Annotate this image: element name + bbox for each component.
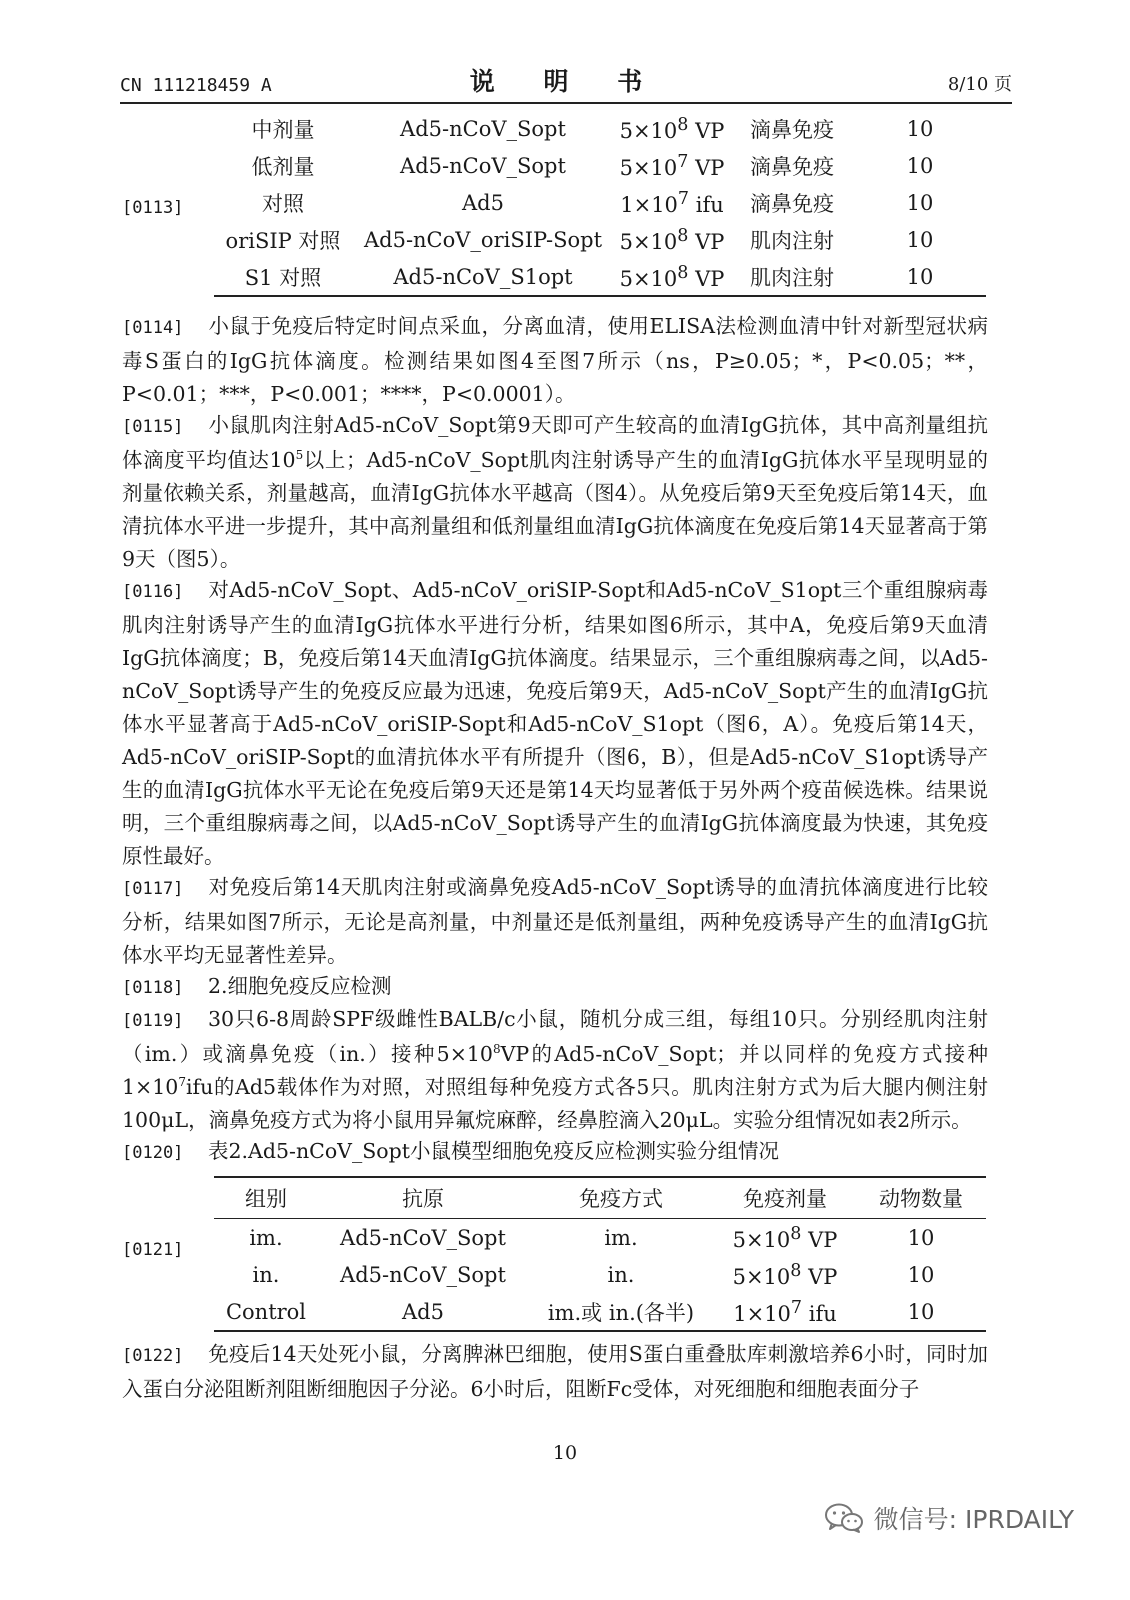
table-cell: 滴鼻免疫 [750,154,834,179]
doc-number: CN 111218459 A [120,75,272,96]
paragraph-text: 2.细胞免疫反应检测 [208,974,392,998]
table-cell: S1 对照 [244,265,322,290]
paragraph-tag: [0119] [122,1011,184,1031]
table-cell [614,221,730,258]
page-header [120,62,1012,104]
dose-unit: ifu [689,192,724,217]
table-cell [614,258,730,296]
table-cell [714,1293,856,1331]
page-number: 10 [552,1442,578,1464]
paragraph-0116 [122,574,988,873]
table-cell: Ad5 [462,190,504,215]
dose-exponent: 8 [790,1260,802,1281]
paragraph-text: VP的Ad5-nCoV_Sopt；并以同样的免疫方式接种1×10 [122,1042,989,1099]
dose-base: 5×10 [619,229,678,254]
table-cell [614,110,730,147]
table-header-row [214,1177,986,1219]
paragraph-0115 [122,409,988,576]
table-cell: 10 [906,153,934,178]
paragraph-0118 [122,970,988,1005]
column-header: 动物数量 [856,1177,986,1219]
table-cell: 10 [907,1262,935,1287]
dose-unit: ifu [802,1301,837,1326]
table-cell [614,147,730,184]
dose-exponent: 8 [790,1223,802,1244]
paragraph-tag: [0115] [122,417,184,437]
dose-exponent: 7 [677,151,689,172]
paragraph-text: 免疫后14天处死小鼠，分离脾淋巴细胞，使用S蛋白重叠肽库刺激培养6小时，同时加入蛋白分泌阻断剂阻断细胞因子分泌。6小时后，阻断Fc受体，对死细胞和细胞表面分子 [122,1342,988,1401]
table1-tag: [0113] [122,198,184,218]
paragraph-text: 30只6-8周龄SPF级雌性BALB/c小鼠，随机分成三组，每组10只。分别经肌肉注射（im.）或滴鼻免疫（in.）接种5×10 [122,1007,988,1066]
dose-unit: VP [688,229,725,254]
table-row [214,110,986,147]
table-cell: 10 [907,1225,935,1250]
dose-exponent: 8 [677,225,689,246]
table-cell: in. [607,1262,635,1287]
table-cell: 滴鼻免疫 [750,117,834,142]
watermark [824,1500,1074,1536]
dose-exponent: 8 [677,114,689,135]
watermark-text: 微信号: IPRDAILY [873,1505,1074,1534]
table-cell: Ad5-nCoV_Sopt [340,1262,506,1287]
paragraph-tag: [0118] [122,978,184,998]
paragraph-0120 [122,1135,988,1170]
table-cell: 10 [906,190,934,215]
superscript: 8 [492,1042,501,1057]
dose-base: 1×10 [620,192,678,217]
wechat-icon [824,1502,864,1534]
paragraph-text: 以上；Ad5-nCoV_Sopt肌肉注射诱导产生的血清IgG抗体水平呈现明显的剂量依赖关系，剂量越高，血清IgG抗体水平越高（图4）。从免疫后第9天至免疫后第14天，血清抗体水平进一步提升，其中高剂量组和低剂量组血清IgG抗体滴度在免疫后第14天显著高于第9天（图5）。 [122,448,988,571]
dose-base: 5×10 [619,266,678,291]
table-cell [614,184,730,221]
column-header: 抗原 [318,1177,528,1219]
table-caption: 表2.Ad5-nCoV_Sopt小鼠模型细胞免疫反应检测实验分组情况 [208,1139,779,1163]
page-of: 8/10 页 [947,74,1012,95]
dose-exponent: 7 [677,188,690,209]
table-cell: im. [604,1225,638,1250]
superscript: 7 [178,1075,186,1090]
table-cell: 滴鼻免疫 [750,191,834,216]
table-cell: Ad5-nCoV_Sopt [400,153,566,178]
paragraph-tag: [0116] [122,582,184,602]
dose-base: 5×10 [732,1264,791,1289]
superscript: 5 [295,448,304,463]
table-cell: Ad5-nCoV_Sopt [340,1225,506,1250]
dose-exponent: 8 [677,262,689,283]
table-cell: im. [249,1225,283,1250]
table-row [214,184,986,221]
paragraph-tag: [0120] [122,1143,184,1163]
dose-unit: VP [688,155,725,180]
table-row [214,1256,986,1293]
grouping-table [214,1176,986,1332]
paragraph-text: 小鼠于免疫后特定时间点采血，分离血清，使用ELISA法检测血清中针对新型冠状病毒S蛋白的IgG抗体滴度。检测结果如图4至图7所示（ns，P≥0.05；*，P<0.05；**，P<0.01；***，P<0.001；****，P<0.0001）。 [122,314,988,406]
dosage-table [214,110,986,297]
table-row [214,147,986,184]
table-cell: in. [252,1262,280,1287]
table-row [214,1293,986,1331]
paragraph-text: 对免疫后第14天肌肉注射或滴鼻免疫Ad5-nCoV_Sopt诱导的血清抗体滴度进行比较分析，结果如图7所示，无论是高剂量，中剂量还是低剂量组，两种免疫诱导产生的血清IgG抗体水平均无显著性差异。 [122,875,988,967]
dose-unit: VP [688,118,725,143]
dose-base: 1×10 [733,1301,791,1326]
dose-exponent: 7 [790,1297,803,1318]
table-cell: 低剂量 [251,154,315,179]
table-cell: 对照 [262,191,304,216]
paragraph-text: ifu的Ad5载体作为对照，对照组每种免疫方式各5只。肌肉注射方式为后大腿内侧注射100μL，滴鼻免疫方式为将小鼠用异氟烷麻醉，经鼻腔滴入20μL。实验分组情况如表2所示。 [122,1075,988,1132]
paragraph-tag: [0122] [122,1346,184,1366]
table-cell: Ad5-nCoV_S1opt [393,264,573,289]
table-cell: 10 [907,1299,935,1324]
column-header: 组别 [214,1177,318,1219]
dose-unit: VP [801,1264,838,1289]
dose-unit: VP [688,266,725,291]
table-row [214,1219,986,1257]
dose-base: 5×10 [619,155,678,180]
table-cell: 肌肉注射 [750,265,834,290]
dose-base: 5×10 [732,1227,791,1252]
paragraph-tag: [0114] [122,318,184,338]
table-cell: 中剂量 [251,117,315,142]
table-cell: im.或 in.(各半) [547,1300,695,1325]
table-cell [714,1219,856,1257]
table-cell: 10 [906,264,934,289]
table-cell: 肌肉注射 [750,228,834,253]
header-title: 说 明 书 [469,67,663,96]
paragraph-tag: [0117] [122,879,184,899]
paragraph-text: 对Ad5-nCoV_Sopt、Ad5-nCoV_oriSIP-Sopt和Ad5-nCoV_S1opt三个重组腺病毒肌肉注射诱导产生的血清IgG抗体水平进行分析，结果如图6所示，其中A，免疫后第9天血清IgG抗体滴度；B，免疫后第14天血清IgG抗体滴度。结果显示，三个重组腺病毒之间，以Ad5-nCoV_Sopt诱导产生的免疫反应最为迅速，免疫后第9天，Ad5-nCoV_Sopt产生的血清IgG抗体水平显著高于Ad5-nCoV_oriSIP-Sopt和Ad5-nCoV_S1opt（图6，A）。免疫后第14天，Ad5-nCoV_oriSIP-Sopt的血清抗体水平有所提升（图6，B），但是Ad5-nCoV_S1opt诱导产生的血清IgG抗体水平无论在免疫后第9天还是第14天均显著低于另外两个疫苗候选株。结果说明，三个重组腺病毒之间，以Ad5-nCoV_Sopt诱导产生的血清IgG抗体滴度最为快速，其免疫原性最好。 [122,578,988,868]
paragraph-0114 [122,310,988,411]
paragraph-0119 [122,1003,988,1137]
table-cell: Ad5-nCoV_Sopt [400,116,566,141]
table-row [214,221,986,258]
table-row [214,258,986,296]
table-cell: Ad5-nCoV_oriSIP-Sopt [363,227,603,252]
table-cell: Ad5 [402,1299,444,1324]
column-header: 免疫剂量 [714,1177,856,1219]
dose-base: 5×10 [619,118,678,143]
table-cell [714,1256,856,1293]
paragraph-0122 [122,1338,988,1406]
table-cell: 10 [906,116,934,141]
paragraph-0117 [122,871,988,972]
paragraph-text: 小鼠肌肉注射Ad5-nCoV_Sopt第9天即可产生较高的血清IgG抗体，其中高剂量组抗体滴度平均值达10 [122,413,988,472]
table2-tag: [0121] [122,1240,184,1260]
dose-unit: VP [801,1227,838,1252]
table-cell: oriSIP 对照 [225,228,341,253]
table-cell: Control [225,1299,307,1324]
table-cell: 10 [906,227,934,252]
column-header: 免疫方式 [528,1177,714,1219]
